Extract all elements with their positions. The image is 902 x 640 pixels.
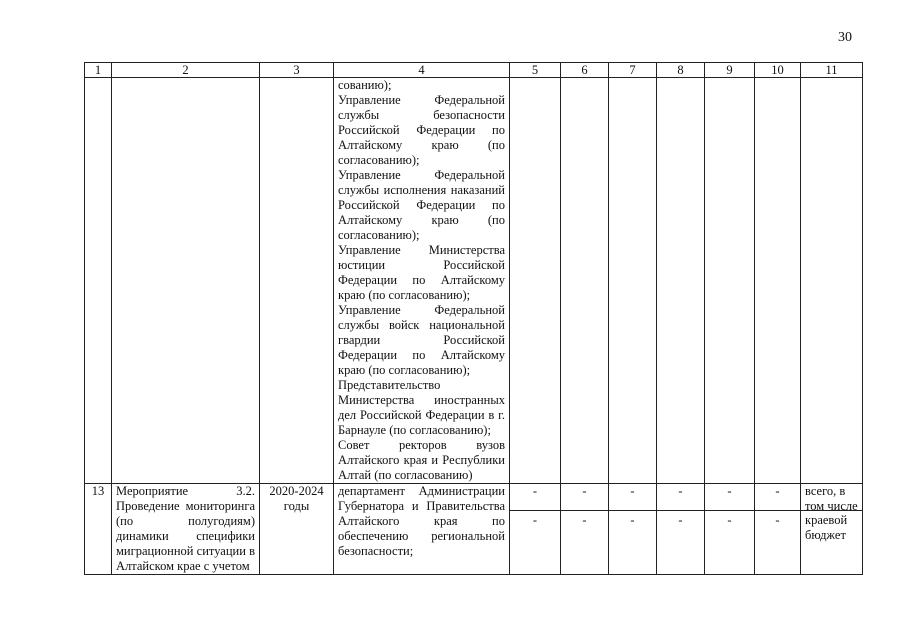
value-cell <box>609 484 657 575</box>
page-number: 30 <box>838 30 852 45</box>
empty-cell <box>801 78 863 484</box>
executor-line: Представительство Министерства иностранных дел Российской Федерации в г. Барнауле (по согласованию); <box>338 378 505 437</box>
header-cell: 3 <box>260 63 334 78</box>
header-cell: 1 <box>85 63 112 78</box>
value-total: - <box>609 484 656 511</box>
empty-cell <box>755 78 801 484</box>
header-cell: 11 <box>801 63 863 78</box>
header-cell: 6 <box>561 63 609 78</box>
header-cell: 10 <box>755 63 801 78</box>
value-cell <box>755 484 801 575</box>
value-cell <box>510 484 561 575</box>
value-total: - <box>510 484 560 511</box>
empty-cell <box>260 78 334 484</box>
header-row <box>85 63 863 78</box>
program-table <box>84 62 863 575</box>
value-total: - <box>755 484 800 511</box>
event-cell: Мероприятие 3.2. Проведение мониторинга (по полугодиям) динамики специфики миграционной ситуации в Алтайском крае с учетом <box>112 484 260 575</box>
executor-line: Совет ректоров вузов Алтайского края и Республики Алтай (по согласованию) <box>338 438 505 482</box>
table-row-13 <box>85 484 863 575</box>
value-cell <box>705 484 755 575</box>
executor-line: сованию); <box>338 78 392 92</box>
header-cell: 4 <box>334 63 510 78</box>
continuation-row <box>85 78 863 484</box>
source-total: всего, в том числе <box>801 484 862 511</box>
empty-cell <box>609 78 657 484</box>
value-regional: - <box>582 513 587 527</box>
value-cell <box>657 484 705 575</box>
empty-cell <box>85 78 112 484</box>
empty-cell <box>112 78 260 484</box>
value-regional: - <box>678 513 683 527</box>
source-regional: краевой бюджет <box>805 513 848 542</box>
value-regional: - <box>727 513 732 527</box>
header-cell: 7 <box>609 63 657 78</box>
value-regional: - <box>775 513 780 527</box>
header-cell: 8 <box>657 63 705 78</box>
period-cell: 2020-2024 годы <box>260 484 334 575</box>
executor-line: Управление Федеральной службы безопасности Российской Федерации по Алтайскому краю (по согласованию); <box>338 93 505 167</box>
row-number: 13 <box>85 484 112 575</box>
header-cell: 5 <box>510 63 561 78</box>
executors-cell <box>334 78 510 484</box>
header-cell: 2 <box>112 63 260 78</box>
value-total: - <box>657 484 704 511</box>
header-cell: 9 <box>705 63 755 78</box>
value-cell <box>561 484 609 575</box>
executor-line: Управление Министерства юстиции Российской Федерации по Алтайскому краю (по согласованию); <box>338 243 505 302</box>
empty-cell <box>705 78 755 484</box>
value-total: - <box>561 484 608 511</box>
empty-cell <box>510 78 561 484</box>
source-cell <box>801 484 863 575</box>
executor-cell: департамент Администрации Губернатора и Правительства Алтайского края по обеспечению региональной безопасности; <box>334 484 510 575</box>
executor-line: Управление Федеральной службы исполнения наказаний Российской Федерации по Алтайскому краю (по согласованию); <box>338 168 505 242</box>
empty-cell <box>657 78 705 484</box>
value-regional: - <box>532 513 538 527</box>
empty-cell <box>561 78 609 484</box>
value-total: - <box>705 484 754 511</box>
value-regional: - <box>630 513 635 527</box>
executor-line: Управление Федеральной службы войск национальной гвардии Российской Федерации по Алтайскому краю (по согласованию); <box>338 303 505 377</box>
